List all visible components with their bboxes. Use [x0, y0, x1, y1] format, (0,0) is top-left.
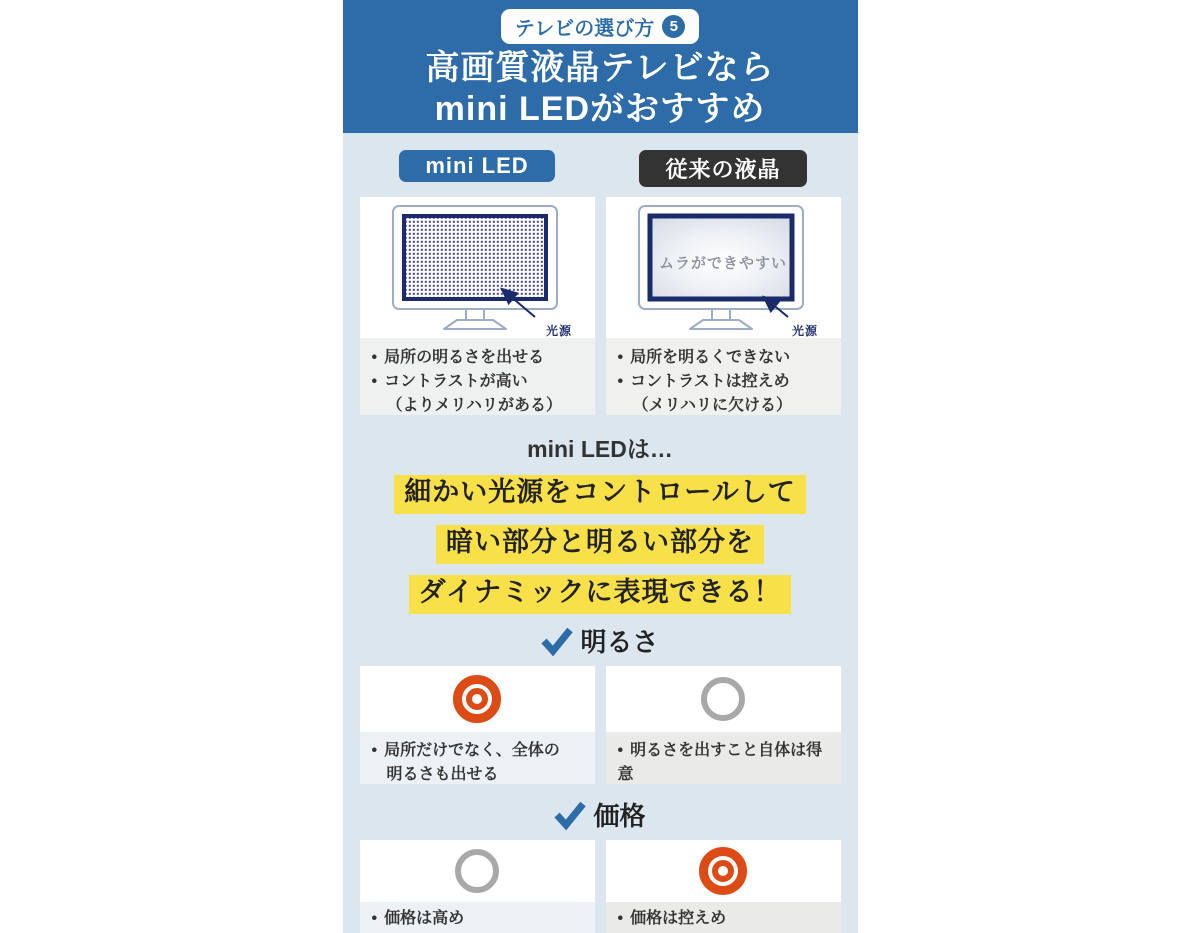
price-miniled-point: • 価格は高め	[372, 907, 587, 931]
brightness-heading-label: 明るさ	[580, 627, 659, 657]
category-badge	[501, 9, 700, 44]
price-lcd-rating	[606, 840, 841, 902]
content-column	[343, 0, 858, 927]
lcd-screen-caption: ムラができやすい	[658, 255, 787, 272]
miniled-feature-list	[360, 338, 595, 415]
lcd-title-cell	[606, 150, 841, 187]
price-heading-label: 価格	[593, 801, 646, 831]
price-lcd-point: • 価格は控えめ	[618, 907, 833, 931]
miniled-light-source-label: 光源	[545, 324, 572, 338]
miniled-card	[360, 197, 595, 415]
brightness-lcd-card	[606, 666, 841, 784]
double-circle-inner	[712, 860, 734, 882]
page-title-line2: mini LEDがおすすめ	[434, 89, 766, 128]
summary-line	[360, 469, 841, 514]
lcd-feature-list	[606, 338, 841, 415]
brightness-lcd-rating	[606, 666, 841, 732]
price-lcd-points	[606, 902, 841, 933]
summary-intro: mini LEDは…	[527, 436, 673, 462]
brightness-miniled-rating	[360, 666, 595, 732]
miniled-title-badge: mini LED	[399, 150, 554, 182]
price-heading	[360, 796, 841, 833]
brightness-heading	[360, 622, 841, 659]
double-circle-icon	[453, 675, 501, 723]
summary-highlight: 細かい光源をコントロールして	[394, 469, 805, 514]
brightness-lcd-point: • 明るさを出すこと自体は得意	[618, 739, 833, 787]
summary-line	[360, 569, 841, 614]
category-number-icon: 5	[662, 15, 685, 38]
page-title	[343, 48, 858, 130]
brightness-lcd-points	[606, 732, 841, 784]
check-icon	[541, 627, 573, 655]
summary-line	[360, 519, 841, 564]
brightness-miniled-card	[360, 666, 595, 784]
brightness-miniled-point: • 局所だけでなく、全体の	[372, 739, 587, 763]
category-badge-label: テレビの選び方	[514, 18, 655, 40]
circle-icon	[455, 849, 499, 893]
miniled-feature-note: （よりメリハリがある）	[386, 397, 563, 414]
comparison-cards-row	[360, 197, 841, 415]
check-icon	[554, 801, 586, 829]
page-title-line1: 高画質液晶テレビなら	[425, 49, 775, 87]
lcd-card	[606, 197, 841, 415]
price-miniled-card	[360, 840, 595, 933]
price-miniled-points	[360, 902, 595, 933]
miniled-feature: • コントラストが高い	[372, 370, 587, 394]
lcd-feature: • 局所を明るくできない	[618, 346, 833, 370]
brightness-miniled-point-cont: 明るさも出せる	[386, 766, 499, 783]
price-cards-row	[360, 840, 841, 933]
lcd-illustration-area	[606, 197, 841, 338]
double-circle-icon	[699, 847, 747, 895]
miniled-feature: • 局所の明るさを出せる	[372, 346, 587, 370]
circle-icon	[701, 677, 745, 721]
header	[343, 0, 858, 133]
brightness-cards-row	[360, 666, 841, 784]
lcd-title-badge: 従来の液晶	[639, 150, 806, 187]
miniled-monitor-icon	[372, 204, 582, 332]
brightness-miniled-points	[360, 732, 595, 784]
miniled-illustration-area	[360, 197, 595, 338]
price-miniled-rating	[360, 840, 595, 902]
double-circle-inner	[466, 688, 488, 710]
comparison-title-row	[360, 150, 841, 187]
miniled-title-cell	[360, 150, 595, 187]
lcd-light-source-label: 光源	[791, 324, 818, 338]
lcd-feature-note: （メリハリに欠ける）	[632, 397, 793, 414]
summary-section	[360, 431, 841, 614]
main-area	[343, 133, 858, 933]
price-lcd-card	[606, 840, 841, 933]
miniled-monitor-illustration	[372, 204, 582, 338]
lcd-monitor-illustration	[618, 204, 828, 338]
summary-highlight: 暗い部分と明るい部分を	[436, 519, 764, 564]
summary-highlight: ダイナミックに表現できる！	[409, 569, 792, 614]
lcd-feature: • コントラストは控えめ	[618, 370, 833, 394]
